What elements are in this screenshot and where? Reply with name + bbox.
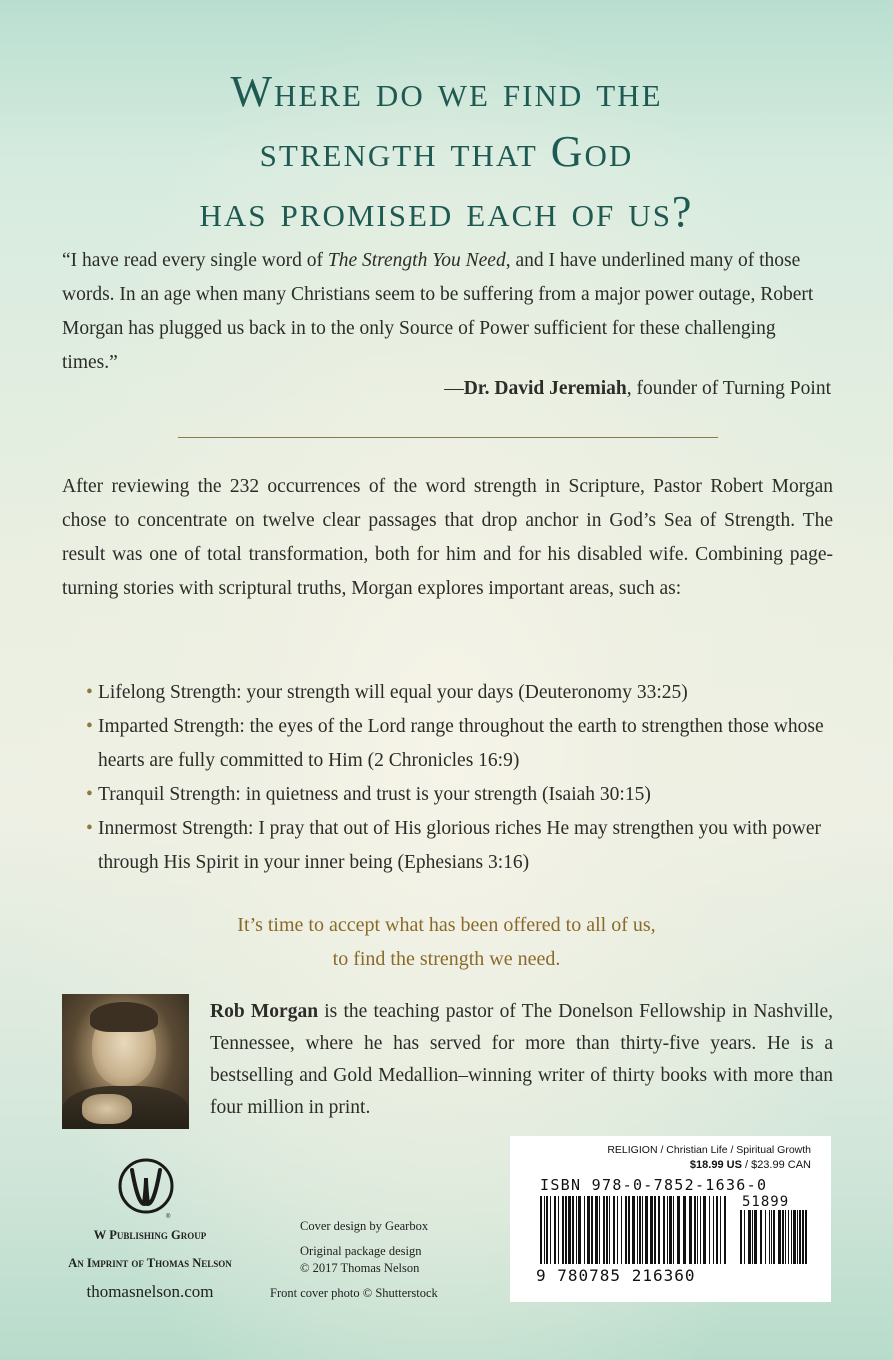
barcode-bar: [658, 1196, 660, 1264]
price: [510, 1159, 811, 1171]
barcode-addon-bar: [754, 1210, 757, 1264]
barcode-bar: [595, 1196, 598, 1264]
barcode-bar: [639, 1196, 641, 1264]
barcode-bar: [591, 1196, 593, 1264]
barcode-bar: [617, 1196, 618, 1264]
barcode-bar: [716, 1196, 718, 1264]
barcode-bar: [697, 1196, 698, 1264]
barcode-bar: [654, 1196, 656, 1264]
barcode-bar: [621, 1196, 622, 1264]
barcode-bar: [576, 1196, 577, 1264]
barcode-addon-bar: [769, 1210, 770, 1264]
price-addon-code: 51899: [742, 1194, 790, 1210]
barcode-bar: [642, 1196, 643, 1264]
svg-text:®: ®: [166, 1214, 171, 1220]
publisher-website[interactable]: thomasnelson.com: [86, 1282, 214, 1301]
author-bio-text: is the teaching pastor of The Donelson Fellowship in Nashville, Tennessee, where he has served for more than thirty-five years. He is a bestselling and Gold Medallion–winning writer of thirty books with more than four million in print.: [210, 1001, 834, 1118]
barcode-bar: [637, 1196, 638, 1264]
barcode-bar: [562, 1196, 564, 1264]
bullet-list: [86, 676, 835, 880]
barcode-addon-bar: [782, 1210, 784, 1264]
barcode-bar: [625, 1196, 627, 1264]
headline-line-2: strength that God: [259, 127, 634, 176]
barcode-bar: [546, 1196, 548, 1264]
barcode-bar: [540, 1196, 542, 1264]
description: After reviewing the 232 occurrences of the word strength in Scripture, Pastor Robert Morgan chose to concentrate on twelve clear passages that drop anchor in God’s Sea of Strength. The result was one of total transformation, both for him and for his disabled wife. Combining page-turning stories with scriptural truths, Morgan explores important areas, such as:: [62, 476, 833, 599]
barcode-bar: [720, 1196, 721, 1264]
barcode-addon-bar: [793, 1210, 796, 1264]
barcode-bar: [700, 1196, 701, 1264]
barcode-panel: [510, 1136, 831, 1302]
book-title: The Strength You Need: [327, 250, 506, 271]
barcode-bar: [578, 1196, 581, 1264]
author-name: Rob Morgan: [210, 1001, 319, 1022]
attribution-dash: —: [444, 378, 464, 399]
barcode-addon-bar: [791, 1210, 792, 1264]
credit-copyright: © 2017 Thomas Nelson: [300, 1261, 420, 1275]
list-item: • Innermost Strength: I pray that out of His glorious riches He may strengthen you with power through His Spirit in your inner being (Ephesians 3:16): [98, 812, 835, 880]
barcode-bar: [565, 1196, 567, 1264]
barcode-bar: [683, 1196, 686, 1264]
barcode-bar: [669, 1196, 672, 1264]
barcode-addon-bar: [744, 1210, 745, 1264]
barcode-bar: [603, 1196, 605, 1264]
barcode-bar: [724, 1196, 726, 1264]
tagline-line-2: to find the strength we need.: [332, 948, 561, 970]
barcode-addon-bar: [760, 1210, 762, 1264]
headline-line-3: has promised each of us?: [199, 187, 694, 236]
barcode-addon-bar: [785, 1210, 786, 1264]
barcode-bar: [628, 1196, 630, 1264]
barcode-bar: [689, 1196, 692, 1264]
barcode-bar: [650, 1196, 653, 1264]
barcode-addon-bar: [799, 1210, 801, 1264]
bullet-dot-icon: •: [86, 818, 93, 839]
quote-rest: , and I have underlined many of those words. In an age when many Christians seem to be suffering from a major power outage, Robert Morgan has plugged us back in to the only Source of Power sufficient for these challenging times.”: [62, 250, 814, 373]
barcode-bar: [550, 1196, 551, 1264]
author-photo: [62, 994, 189, 1129]
barcode-bar: [587, 1196, 590, 1264]
barcode-bar: [568, 1196, 571, 1264]
price-can: / $23.99 CAN: [741, 1159, 811, 1171]
credit-photo: Front cover photo © Shutterstock: [270, 1286, 438, 1300]
barcode-bar: [554, 1196, 556, 1264]
barcode-addon-bar: [778, 1210, 781, 1264]
divider-rule: [178, 437, 718, 438]
bisac-category: RELIGION / Christian Life / Spiritual Growth: [607, 1144, 811, 1156]
list-item: • Imparted Strength: the eyes of the Lord range throughout the earth to strengthen those whose hearts are fully committed to Him (2 Chronicles 16:9): [98, 710, 835, 778]
barcode-addon-bar: [740, 1210, 742, 1264]
barcode-bar: [584, 1196, 585, 1264]
bullet-dot-icon: •: [86, 784, 93, 805]
barcode-bar: [694, 1196, 696, 1264]
barcode-addon-bar: [771, 1210, 772, 1264]
barcode-bar: [558, 1196, 559, 1264]
barcode-bar: [632, 1196, 635, 1264]
endorsement-quote: [62, 244, 833, 380]
barcode-bar: [609, 1196, 610, 1264]
barcode-bar: [663, 1196, 665, 1264]
isbn-text: ISBN 978-0-7852-1636-0: [540, 1176, 768, 1194]
barcode-addon-bar: [805, 1210, 807, 1264]
barcode-bar: [709, 1196, 710, 1264]
barcode-addon-bar: [788, 1210, 789, 1264]
barcode-bar: [572, 1196, 574, 1264]
credit-cover-design: Cover design by Gearbox: [300, 1219, 429, 1233]
publisher-name: W Publishing Group: [93, 1228, 207, 1242]
barcode-bar: [544, 1196, 545, 1264]
credit-package-design: Original package design: [300, 1244, 422, 1258]
price-us: $18.99 US: [689, 1159, 742, 1171]
endorser-name: Dr. David Jeremiah: [463, 378, 627, 399]
barcode-bar: [667, 1196, 668, 1264]
author-bio: [210, 996, 833, 1124]
headline: [0, 62, 893, 242]
barcode-bar: [677, 1196, 680, 1264]
list-item: • Tranquil Strength: in quietness and trust is your strength (Isaiah 30:15): [98, 778, 835, 812]
barcode-addon-bar: [765, 1210, 766, 1264]
barcode-bar: [703, 1196, 706, 1264]
barcode-icon: [540, 1196, 810, 1268]
barcode-addon-bar: [773, 1210, 775, 1264]
barcode-bar: [599, 1196, 600, 1264]
barcode-bar: [606, 1196, 608, 1264]
endorsement-attribution: [444, 378, 831, 400]
barcode-addon-bar: [802, 1210, 804, 1264]
endorser-role: , founder of Turning Point: [626, 378, 831, 399]
barcode-bar: [673, 1196, 674, 1264]
publisher-logo-icon: [118, 1156, 174, 1220]
credits: [270, 1218, 490, 1302]
barcode-number: 9 780785 216360: [536, 1266, 696, 1285]
barcode-bar: [645, 1196, 648, 1264]
bullet-dot-icon: •: [86, 716, 93, 737]
list-item: • Lifelong Strength: your strength will equal your days (Deuteronomy 33:25): [98, 676, 835, 710]
headline-line-1: Where do we find the: [230, 67, 663, 116]
publisher-imprint: An Imprint of Thomas Nelson: [68, 1256, 232, 1270]
barcode-addon-bar: [752, 1210, 753, 1264]
barcode-addon-bar: [797, 1210, 798, 1264]
barcode-bar: [713, 1196, 714, 1264]
bullet-dot-icon: •: [86, 682, 93, 703]
barcode-addon-bar: [748, 1210, 751, 1264]
tagline: [0, 908, 893, 976]
barcode-bar: [613, 1196, 615, 1264]
quote-open: “I have read every single word of: [62, 250, 328, 271]
tagline-line-1: It’s time to accept what has been offered to all of us,: [237, 914, 656, 936]
